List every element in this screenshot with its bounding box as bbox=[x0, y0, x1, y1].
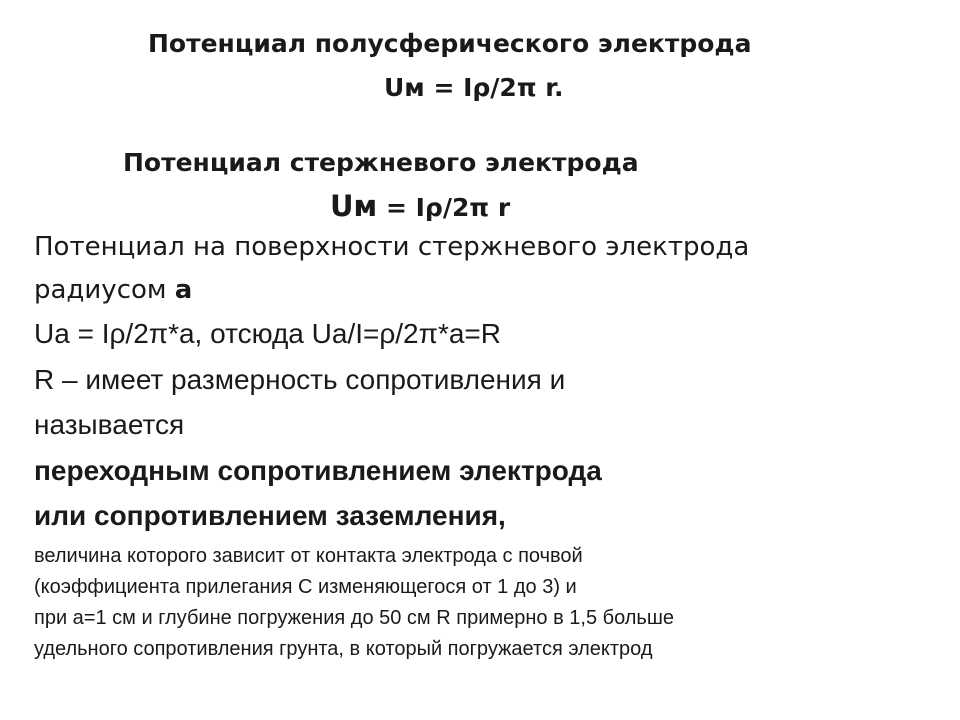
title-hemispherical-electrode: Потенциал полусферического электрода bbox=[148, 29, 752, 58]
radius-symbol: a bbox=[174, 275, 193, 305]
note-line-2: (коэффициента прилегания С изменяющегося от 1 до 3) и bbox=[34, 576, 577, 598]
note-line-3: при a=1 см и глубине погружения до 50 см R примерно в 1,5 больше bbox=[34, 607, 675, 629]
definition-line1: R – имеет размерность сопротивления и bbox=[34, 364, 566, 395]
surface-potential-line1: Потенциал на поверхности стержневого электрода bbox=[34, 232, 750, 262]
title-rod-electrode: Потенциал стержневого электрода bbox=[123, 148, 639, 177]
equation-ua: Ua = Iρ/2π*a, отсюда Ua/I=ρ/2π*a=R bbox=[34, 318, 501, 349]
term-grounding-resistance: или сопротивлением заземления, bbox=[34, 500, 506, 531]
formula-rod-um: Uм bbox=[330, 189, 378, 223]
definition-line2: называется bbox=[34, 409, 185, 440]
surface-potential-line2 bbox=[34, 275, 192, 305]
note-line-4: удельного сопротивления грунта, в который погружается электрод bbox=[34, 638, 653, 660]
term-transition-resistance: переходным сопротивлением электрода bbox=[34, 455, 602, 486]
formula-rod bbox=[330, 189, 510, 223]
formula-rod-rest: = Iρ/2π r bbox=[377, 193, 511, 222]
radius-text: радиусом bbox=[34, 275, 175, 305]
formula-hemispherical: Uм = Iρ/2π r. bbox=[384, 73, 564, 102]
note-line-1: величина которого зависит от контакта электрода с почвой bbox=[34, 545, 583, 567]
